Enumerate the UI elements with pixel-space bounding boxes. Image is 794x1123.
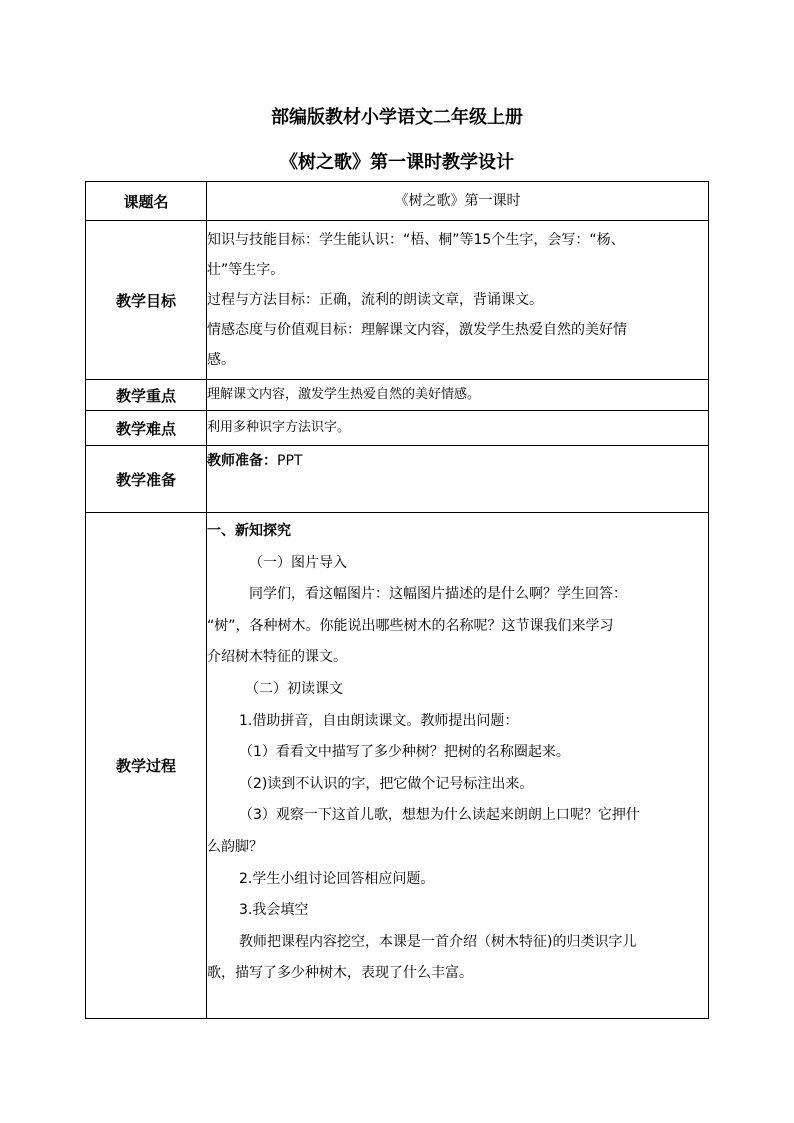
process-line: （2)读到不认识的字，把它做个记号标注出来。 <box>239 775 534 792</box>
goals-line: 壮”等生字。 <box>207 262 285 278</box>
goals-line: 感。 <box>207 352 235 368</box>
process-line: “树”，各种树木。你能说出哪些树木的名称呢？这节课我们来学习 <box>207 617 614 634</box>
table-row-preparation <box>86 446 709 513</box>
preparation-content <box>207 446 709 513</box>
process-line: 么韵脚？ <box>207 838 263 855</box>
process-line: 同学们，看这幅图片：这幅图片描述的是什么啊？学生回答： <box>249 586 627 603</box>
goals-line: 过程与方法目标：正确，流利的朗读文章，背诵课文。 <box>207 292 543 308</box>
difficulties-label: 教学难点 <box>86 411 207 446</box>
lesson-plan-table <box>85 181 709 1019</box>
table-row-topic <box>86 182 709 221</box>
document-title: 部编版教材小学语文二年级上册 <box>271 107 523 128</box>
goals-label: 教学目标 <box>86 221 207 380</box>
process-line: 1.借助拼音，自由朗读课文。教师提出问题： <box>239 712 519 729</box>
process-line: （1）看看文中描写了多少种树？把树的名称圈起来。 <box>239 744 570 761</box>
preparation-prefix: 教师准备： <box>207 453 277 469</box>
process-line: 2.学生小组讨论回答相应问题。 <box>239 870 435 887</box>
process-line: （一）图片导入 <box>249 554 347 571</box>
preparation-value: PPT <box>277 453 303 469</box>
process-section-heading: 一、新知探究 <box>207 523 291 539</box>
goals-content <box>207 221 709 380</box>
process-line: 歌，描写了多少种树木，表现了什么丰富。 <box>207 965 473 982</box>
key-points-value: 理解课文内容，激发学生热爱自然的美好情感。 <box>207 380 709 411</box>
preparation-label: 教学准备 <box>86 446 207 513</box>
table-row-process <box>86 513 709 1019</box>
table-row-key-points <box>86 380 709 411</box>
process-line: 3.我会填空 <box>239 902 309 919</box>
difficulties-value: 利用多种识字方法识字。 <box>207 411 709 446</box>
process-line: 教师把课程内容挖空，本课是一首介绍（树木特征)的归类识字儿 <box>239 933 637 950</box>
topic-label: 课题名 <box>86 182 207 221</box>
process-content <box>207 513 709 1019</box>
table-row-goals <box>86 221 709 380</box>
goals-line: 知识与技能目标：学生能认识：“梧、桐”等15个生字，会写：“杨、 <box>207 232 625 248</box>
table-row-difficulties <box>86 411 709 446</box>
topic-value: 《树之歌》第一课时 <box>207 182 709 221</box>
process-line: （3）观察一下这首儿歌，想想为什么读起来朗朗上口呢？它押什 <box>239 807 640 824</box>
process-line: 介绍树木特征的课文。 <box>207 649 347 666</box>
goals-line: 情感态度与价值观目标：理解课文内容，激发学生热爱自然的美好情 <box>207 322 627 338</box>
process-label: 教学过程 <box>86 513 207 1019</box>
process-line: （二）初读课文 <box>245 680 343 697</box>
key-points-label: 教学重点 <box>86 380 207 411</box>
document-subtitle: 《树之歌》第一课时教学设计 <box>280 152 514 173</box>
